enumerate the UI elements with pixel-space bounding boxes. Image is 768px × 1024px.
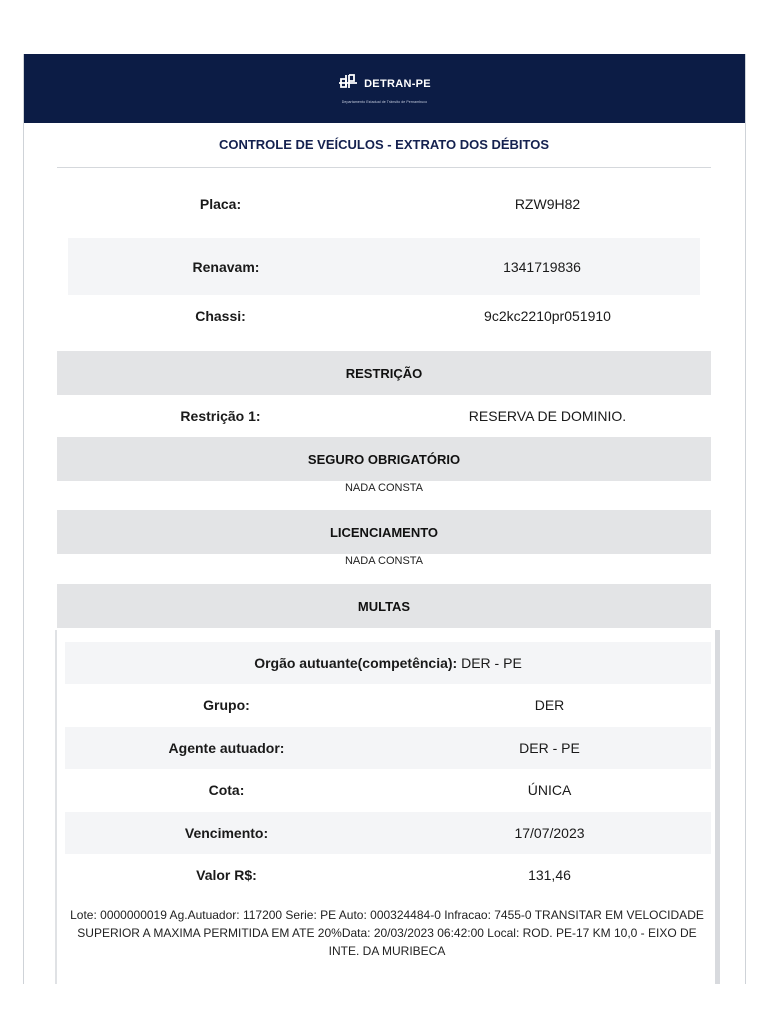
orgao-row — [65, 642, 711, 684]
placa-label: Placa: — [199, 196, 242, 212]
orgao-label: Orgão autuante(competência): — [254, 655, 458, 671]
vencimento-row — [65, 812, 711, 854]
page-title: CONTROLE DE VEÍCULOS - EXTRATO DOS DÉBITOS — [57, 134, 711, 168]
page-header — [24, 54, 745, 123]
placa-value: RZW9H82 — [514, 196, 581, 212]
agente-value: DER - PE — [519, 740, 580, 756]
multa-card — [55, 630, 720, 984]
multas-heading: MULTAS — [57, 584, 711, 628]
vencimento-label: Vencimento: — [184, 825, 269, 841]
chassi-value: 9c2kc2210pr051910 — [484, 308, 611, 324]
multa-details-text: Lote: 0000000019 Ag.Autuador: 117200 Serie: PE Auto: 000324484-0 Infracao: 7455-0 TRANSITAR EM VELOCIDADE SUPERIOR A MAXIMA PERMITIDA EM ATE 20%Data: 20/03/2023 06:42:00 Local: ROD. PE-17 KM 10,0 - EIXO DE INTE. DA MURIBECA — [70, 908, 704, 958]
valor-row — [65, 854, 711, 896]
cota-row — [65, 769, 711, 811]
seguro-heading: SEGURO OBRIGATÓRIO — [57, 437, 711, 481]
chassi-row — [57, 288, 711, 344]
cota-value: ÚNICA — [527, 782, 572, 798]
licenciamento-status: NADA CONSTA — [344, 555, 424, 567]
document-frame — [23, 54, 746, 984]
valor-value: 131,46 — [528, 867, 571, 883]
grupo-value: DER — [534, 697, 565, 713]
placa-row — [57, 176, 711, 232]
seguro-status: NADA CONSTA — [344, 482, 424, 494]
brand — [338, 71, 431, 96]
grupo-label: Grupo: — [203, 697, 250, 713]
renavam-row — [68, 238, 700, 295]
restricao-label: Restrição 1: — [180, 408, 261, 424]
valor-label: Valor R$: — [196, 867, 257, 883]
agente-label: Agente autuador: — [168, 740, 285, 756]
renavam-label: Renavam: — [192, 258, 260, 275]
cota-label: Cota: — [208, 782, 245, 798]
orgao-value: DER - PE — [461, 655, 522, 671]
restricao-heading: RESTRIÇÃO — [57, 351, 711, 395]
brand-subtitle: Departamento Estadual de Trânsito de Pernambuco — [341, 100, 428, 104]
chassi-label: Chassi: — [195, 308, 246, 324]
brand-name: DETRAN-PE — [364, 77, 431, 90]
detran-pe-logo-icon — [338, 71, 358, 96]
renavam-value: 1341719836 — [503, 258, 581, 275]
vencimento-value: 17/07/2023 — [514, 825, 585, 841]
restricao-value: RESERVA DE DOMINIO. — [468, 408, 627, 424]
grupo-row — [65, 684, 711, 726]
agente-row — [65, 727, 711, 769]
licenciamento-heading: LICENCIAMENTO — [57, 510, 711, 554]
restricao-row — [57, 397, 711, 435]
